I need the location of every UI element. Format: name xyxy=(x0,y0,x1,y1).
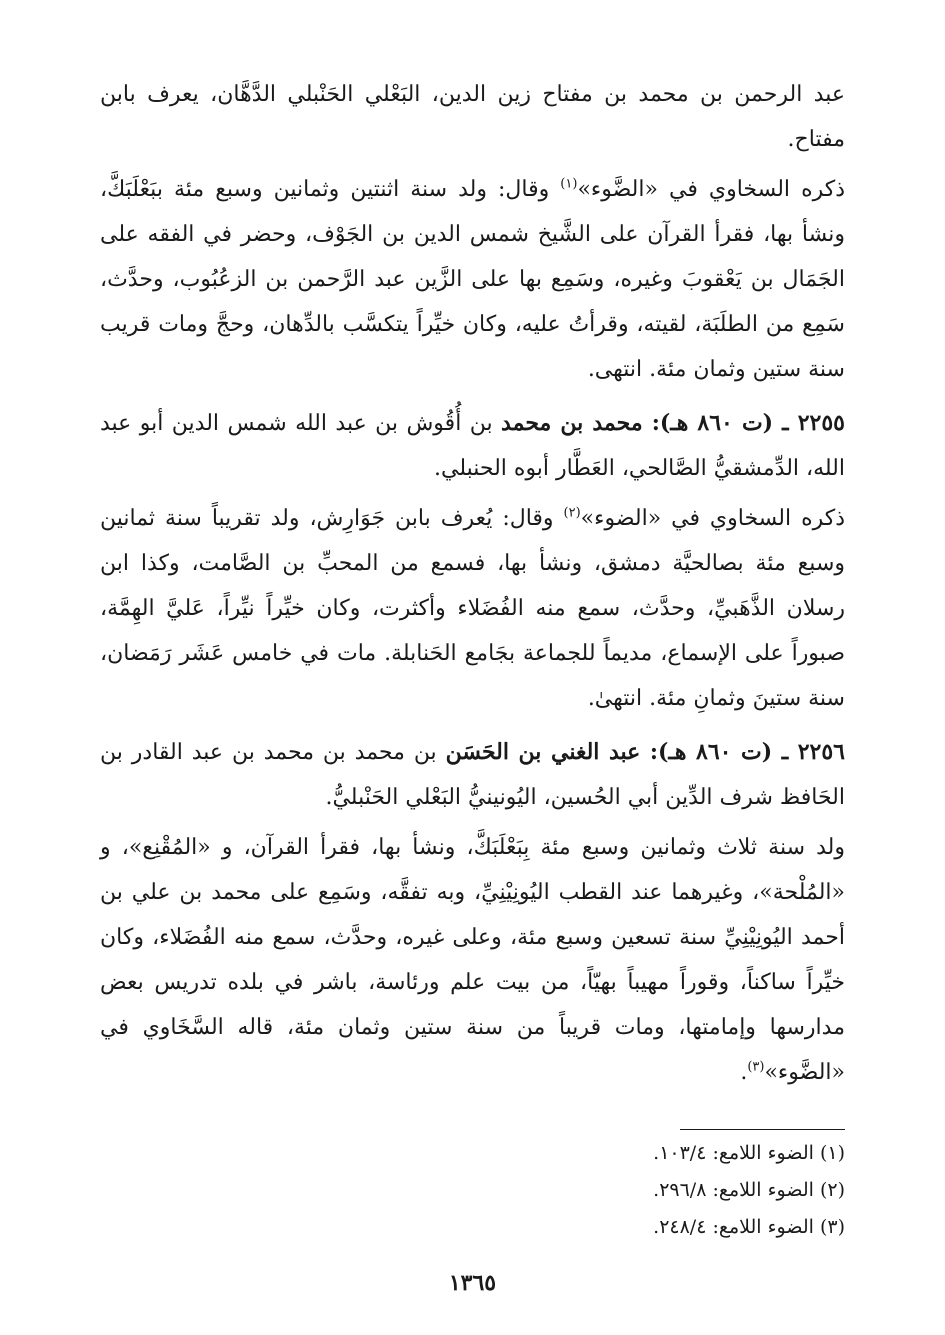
paragraph-text: ذكره السخاوي في «الضَّوء» xyxy=(577,177,845,202)
footnote-marker: (٣) xyxy=(819,1216,845,1238)
footnote-separator xyxy=(680,1129,845,1130)
footnote-marker: (١) xyxy=(819,1142,845,1164)
paragraph-text: وقال: ولد سنة اثنتين وثمانين وسبع مئة ببَعْلَبَكَّ، ونشأ بها، فقرأ القرآن على الشَّيخ شمس الدين بن الجَوْف، وحضر في الفقه على الجَمَال بن يَعْقوبَ وغيره، وسَمِع بها على الزَّين عبد الرَّحمن بن الزعُبُوب، وحدَّث، سَمِع من الطلَبَة، لقيته، وقرأتُ عليه، وكان خيِّراً يتكسَّب بالدِّهان، وحجَّ ومات قريب سنة ستين وثمان مئة. انتهى. xyxy=(100,177,845,382)
paragraph-2255-body xyxy=(100,496,845,721)
paragraph-text: عبد الرحمن بن محمد بن مفتاح زين الدين، البَعْلي الحَنْبلي الدَّهَّان، يعرف بابن مفتاح. xyxy=(100,82,845,152)
entry-number-date: ٢٢٥٦ ـ (ت ٨٦٠ هـ): xyxy=(640,739,845,765)
paragraph-text: . xyxy=(740,1060,748,1085)
entry-lineage: بن محمد بن محمد بن عبد القادر بن الحَافظ شرف الدِّين أبي الحُسين، اليُونينيُّ البَعْلي الحَنْبليُّ. xyxy=(100,740,845,810)
footnote-text: الضوء اللامع: ٢٤٨/٤. xyxy=(653,1216,814,1238)
footnote-reference[interactable]: (١) xyxy=(560,176,578,192)
footnote-reference[interactable]: (٣) xyxy=(747,1059,765,1075)
footnote-text: الضوء اللامع: ١٠٣/٤. xyxy=(653,1142,814,1164)
paragraph-text: وقال: يُعرف بابن جَوَارِش، ولد تقريباً سنة ثمانين وسبع مئة بصالحيَّة دمشق، ونشأ بها، فسمع من المحبِّ بن الصَّامت، وكذا ابن رسلان الذَّهَبيِّ، وحدَّث، سمع منه الفُضَلاء وأكثرت، وكان خيِّراً نيِّراً، عَليَّ الهِمَّة، صبوراً على الإسماع، مديماً للجماعة بجَامع الحَنابلة. مات في خامس عَشَر رَمَضان، سنة ستينَ وثمانِ مئة. انتهىٰ. xyxy=(100,506,845,711)
footnote-reference[interactable]: (٢) xyxy=(563,505,581,521)
paragraph-2254-body xyxy=(100,167,845,392)
footnote-2 xyxy=(100,1172,845,1209)
entry-person-name: محمد بن محمد xyxy=(501,410,643,436)
footnotes-section xyxy=(100,1135,845,1246)
paragraph-2254-name xyxy=(100,72,845,162)
paragraph-text: ذكره السخاوي في «الضوء» xyxy=(580,506,846,531)
paragraph-text: ولد سنة ثلاث وثمانين وسبع مئة بِبَعْلَبَكَّ، ونشأ بها، فقرأ القرآن، و «المُقْنِع»، و «المُلْحة»، وغيرهما عند القطب اليُونِيْنِيِّ، وبه تفقَّه، وسَمِع على محمد بن علي بن أحمد اليُونِيْنِيِّ سنة تسعين وسبع مئة، وعلى غيره، وحدَّث، سمع منه الفُضَلاء، وكان خيِّراً ساكناً، وقوراً مهيباً بهيّاً، من بيت علم ورئاسة، باشر في بلده تدريس بعض مدارسها وإمامتها، ومات قريباً من سنة ستين وثمان مئة، قاله السَّخَاوي في «الضَّوء» xyxy=(100,835,846,1085)
entry-person-name: عبد الغني بن الحَسَن xyxy=(445,739,641,765)
entry-heading-2256 xyxy=(100,730,845,820)
page-number: ١٣٦٥ xyxy=(448,1270,497,1296)
entry-number-date: ٢٢٥٥ ـ (ت ٨٦٠ هـ): xyxy=(642,410,845,436)
paragraph-2256-body xyxy=(100,825,845,1095)
entry-lineage: بن أُقُوش بن عبد الله شمس الدين أبو عبد الله، الدِّمشقيُّ الصَّالحي، العَطَّار أبوه الحنبلي. xyxy=(100,411,845,481)
footnote-marker: (٢) xyxy=(819,1179,845,1201)
entry-heading-2255 xyxy=(100,401,845,491)
footnote-1 xyxy=(100,1135,845,1172)
footnote-3 xyxy=(100,1209,845,1246)
footnote-text: الضوء اللامع: ٢٩٦/٨. xyxy=(653,1179,814,1201)
